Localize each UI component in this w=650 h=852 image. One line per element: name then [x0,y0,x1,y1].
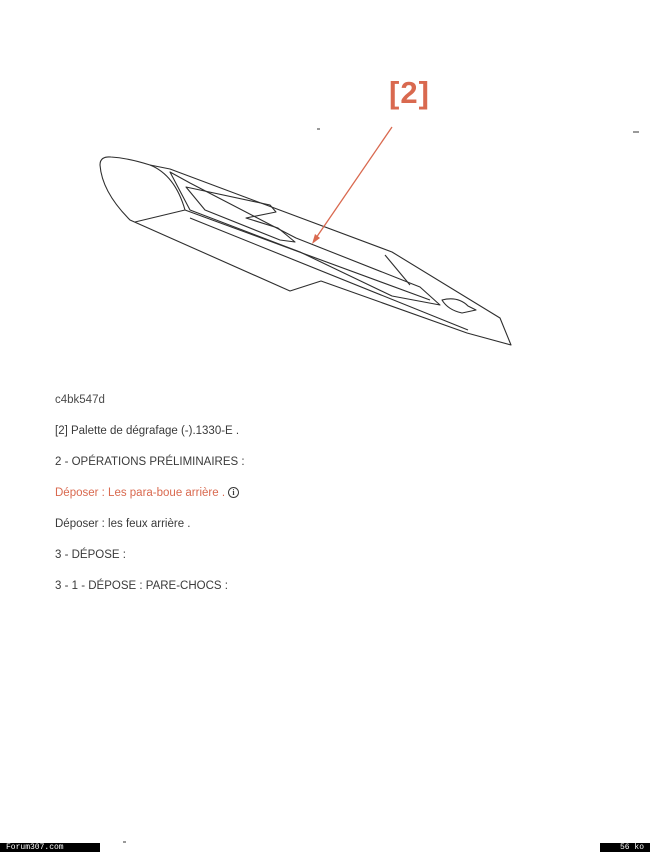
tool-notch [442,299,476,313]
step-remove-mudguards [55,487,239,499]
scan-speck [123,841,126,843]
subsection-heading-bumper: 3 - 1 - DÉPOSE : PARE-CHOCS : [55,580,228,592]
section-heading-removal: 3 - DÉPOSE : [55,549,126,561]
section-heading-preliminary: 2 - OPÉRATIONS PRÉLIMINAIRES : [55,456,245,468]
info-icon[interactable]: i [228,487,239,498]
tool-illustration [0,0,650,390]
tool-reference: [2] Palette de dégrafage (-).1330-E . [55,425,240,437]
footer-source: Forum307.com [0,843,100,852]
callout-label-2: [2] [389,75,430,110]
tool-edge [190,218,468,330]
callout-leader [316,127,392,238]
tool-edge [385,255,410,285]
step-remove-lamps: Déposer : les feux arrière . [55,518,191,530]
tool-outline [100,157,511,345]
tool-edge [185,210,430,300]
callout-arrowhead [312,234,320,244]
footer-file-size: 56 ko [600,843,650,852]
tool-bevel [135,165,185,222]
step-remove-mudguards-link[interactable]: Déposer : Les para-boue arrière . [55,487,226,499]
image-code: c4bk547d [55,394,105,406]
